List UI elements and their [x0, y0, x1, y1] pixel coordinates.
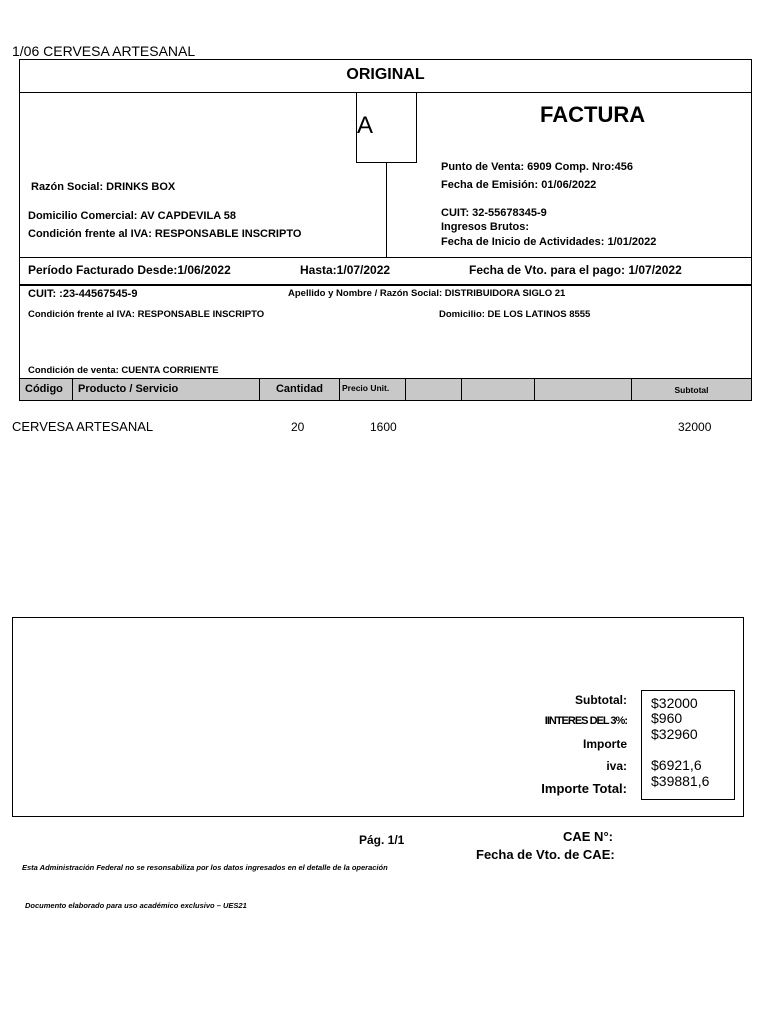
value-subtotal: $32000 [651, 695, 698, 711]
periodo-desde: Período Facturado Desde:1/06/2022 [28, 263, 231, 277]
label-iva: iva: [606, 759, 627, 773]
column-header: Subtotal [674, 385, 709, 395]
totals-frame [12, 617, 744, 817]
column-header [535, 379, 632, 400]
customer-nombre: Apellido y Nombre / Razón Social: DISTRIBUIDORA SIGLO 21 [288, 288, 566, 299]
column-header: Producto / Servicio [73, 379, 260, 400]
customer-domicilio: Domicilio: DE LOS LATINOS 8555 [439, 309, 591, 320]
periodo-hasta: Hasta:1/07/2022 [300, 263, 391, 277]
document-type-title: FACTURA [540, 102, 646, 127]
divider [19, 284, 752, 286]
invoice-letter: A [357, 112, 374, 139]
issuer-cuit: CUIT: 32-55678345-9 [441, 207, 547, 219]
inicio-actividades: Fecha de Inicio de Actividades: 1/01/2022 [441, 236, 657, 248]
disclaimer-text: Esta Administración Federal no se resonsabiliza por los datos ingresados en el detalle de la operación [22, 863, 388, 872]
issuer-razon-social: Razón Social: DRINKS BOX [31, 181, 176, 193]
row-precio: 1600 [370, 420, 397, 434]
column-header: Precio Unit. [340, 379, 406, 400]
ingresos-brutos: Ingresos Brutos: [441, 221, 530, 233]
label-importe-total: Importe Total: [541, 781, 627, 796]
label-importe: Importe [582, 737, 627, 751]
condicion-venta: Condición de venta: CUENTA CORRIENTE [28, 365, 219, 376]
academic-note: Documento elaborado para uso académico exclusivo – UES21 [25, 901, 247, 910]
table-header [19, 378, 752, 401]
value-importe: $32960 [651, 726, 698, 742]
column-header [406, 379, 462, 400]
row-cantidad: 20 [291, 420, 305, 434]
column-header: Código [20, 379, 73, 400]
value-importe-total: $39881,6 [651, 773, 710, 789]
column-header: Cantidad [260, 379, 340, 400]
document-reference: 1/06 CERVESA ARTESANAL [12, 43, 196, 59]
issuer-condicion-iva: Condición frente al IVA: RESPONSABLE INSCRIPTO [28, 228, 302, 240]
label-subtotal: Subtotal: [575, 693, 627, 707]
value-iva: $6921,6 [651, 757, 702, 773]
fecha-emision: Fecha de Emisión: 01/06/2022 [441, 179, 597, 191]
divider [386, 163, 387, 257]
customer-cuit: CUIT: :23-44567545-9 [28, 288, 138, 300]
row-subtotal: 32000 [678, 420, 712, 434]
punto-de-venta: Punto de Venta: 6909 Comp. Nro:456 [441, 161, 633, 173]
issuer-domicilio: Domicilio Comercial: AV CAPDEVILA 58 [28, 210, 237, 222]
cae-vto: Fecha de Vto. de CAE: [476, 847, 615, 862]
label-interes: IINTERES DEL 3%: [544, 715, 627, 727]
column-header [462, 379, 535, 400]
customer-condicion-iva: Condición frente al IVA: RESPONSABLE INSCRIPTO [28, 309, 265, 320]
cae-number: CAE N°: [563, 829, 613, 844]
fecha-vto-pago: Fecha de Vto. para el pago: 1/07/2022 [469, 263, 682, 277]
page-number: Pág. 1/1 [359, 833, 405, 847]
row-producto: CERVESA ARTESANAL [12, 419, 154, 434]
value-interes: $960 [651, 710, 683, 726]
divider [19, 257, 752, 258]
copy-type-title: ORIGINAL [346, 66, 425, 83]
